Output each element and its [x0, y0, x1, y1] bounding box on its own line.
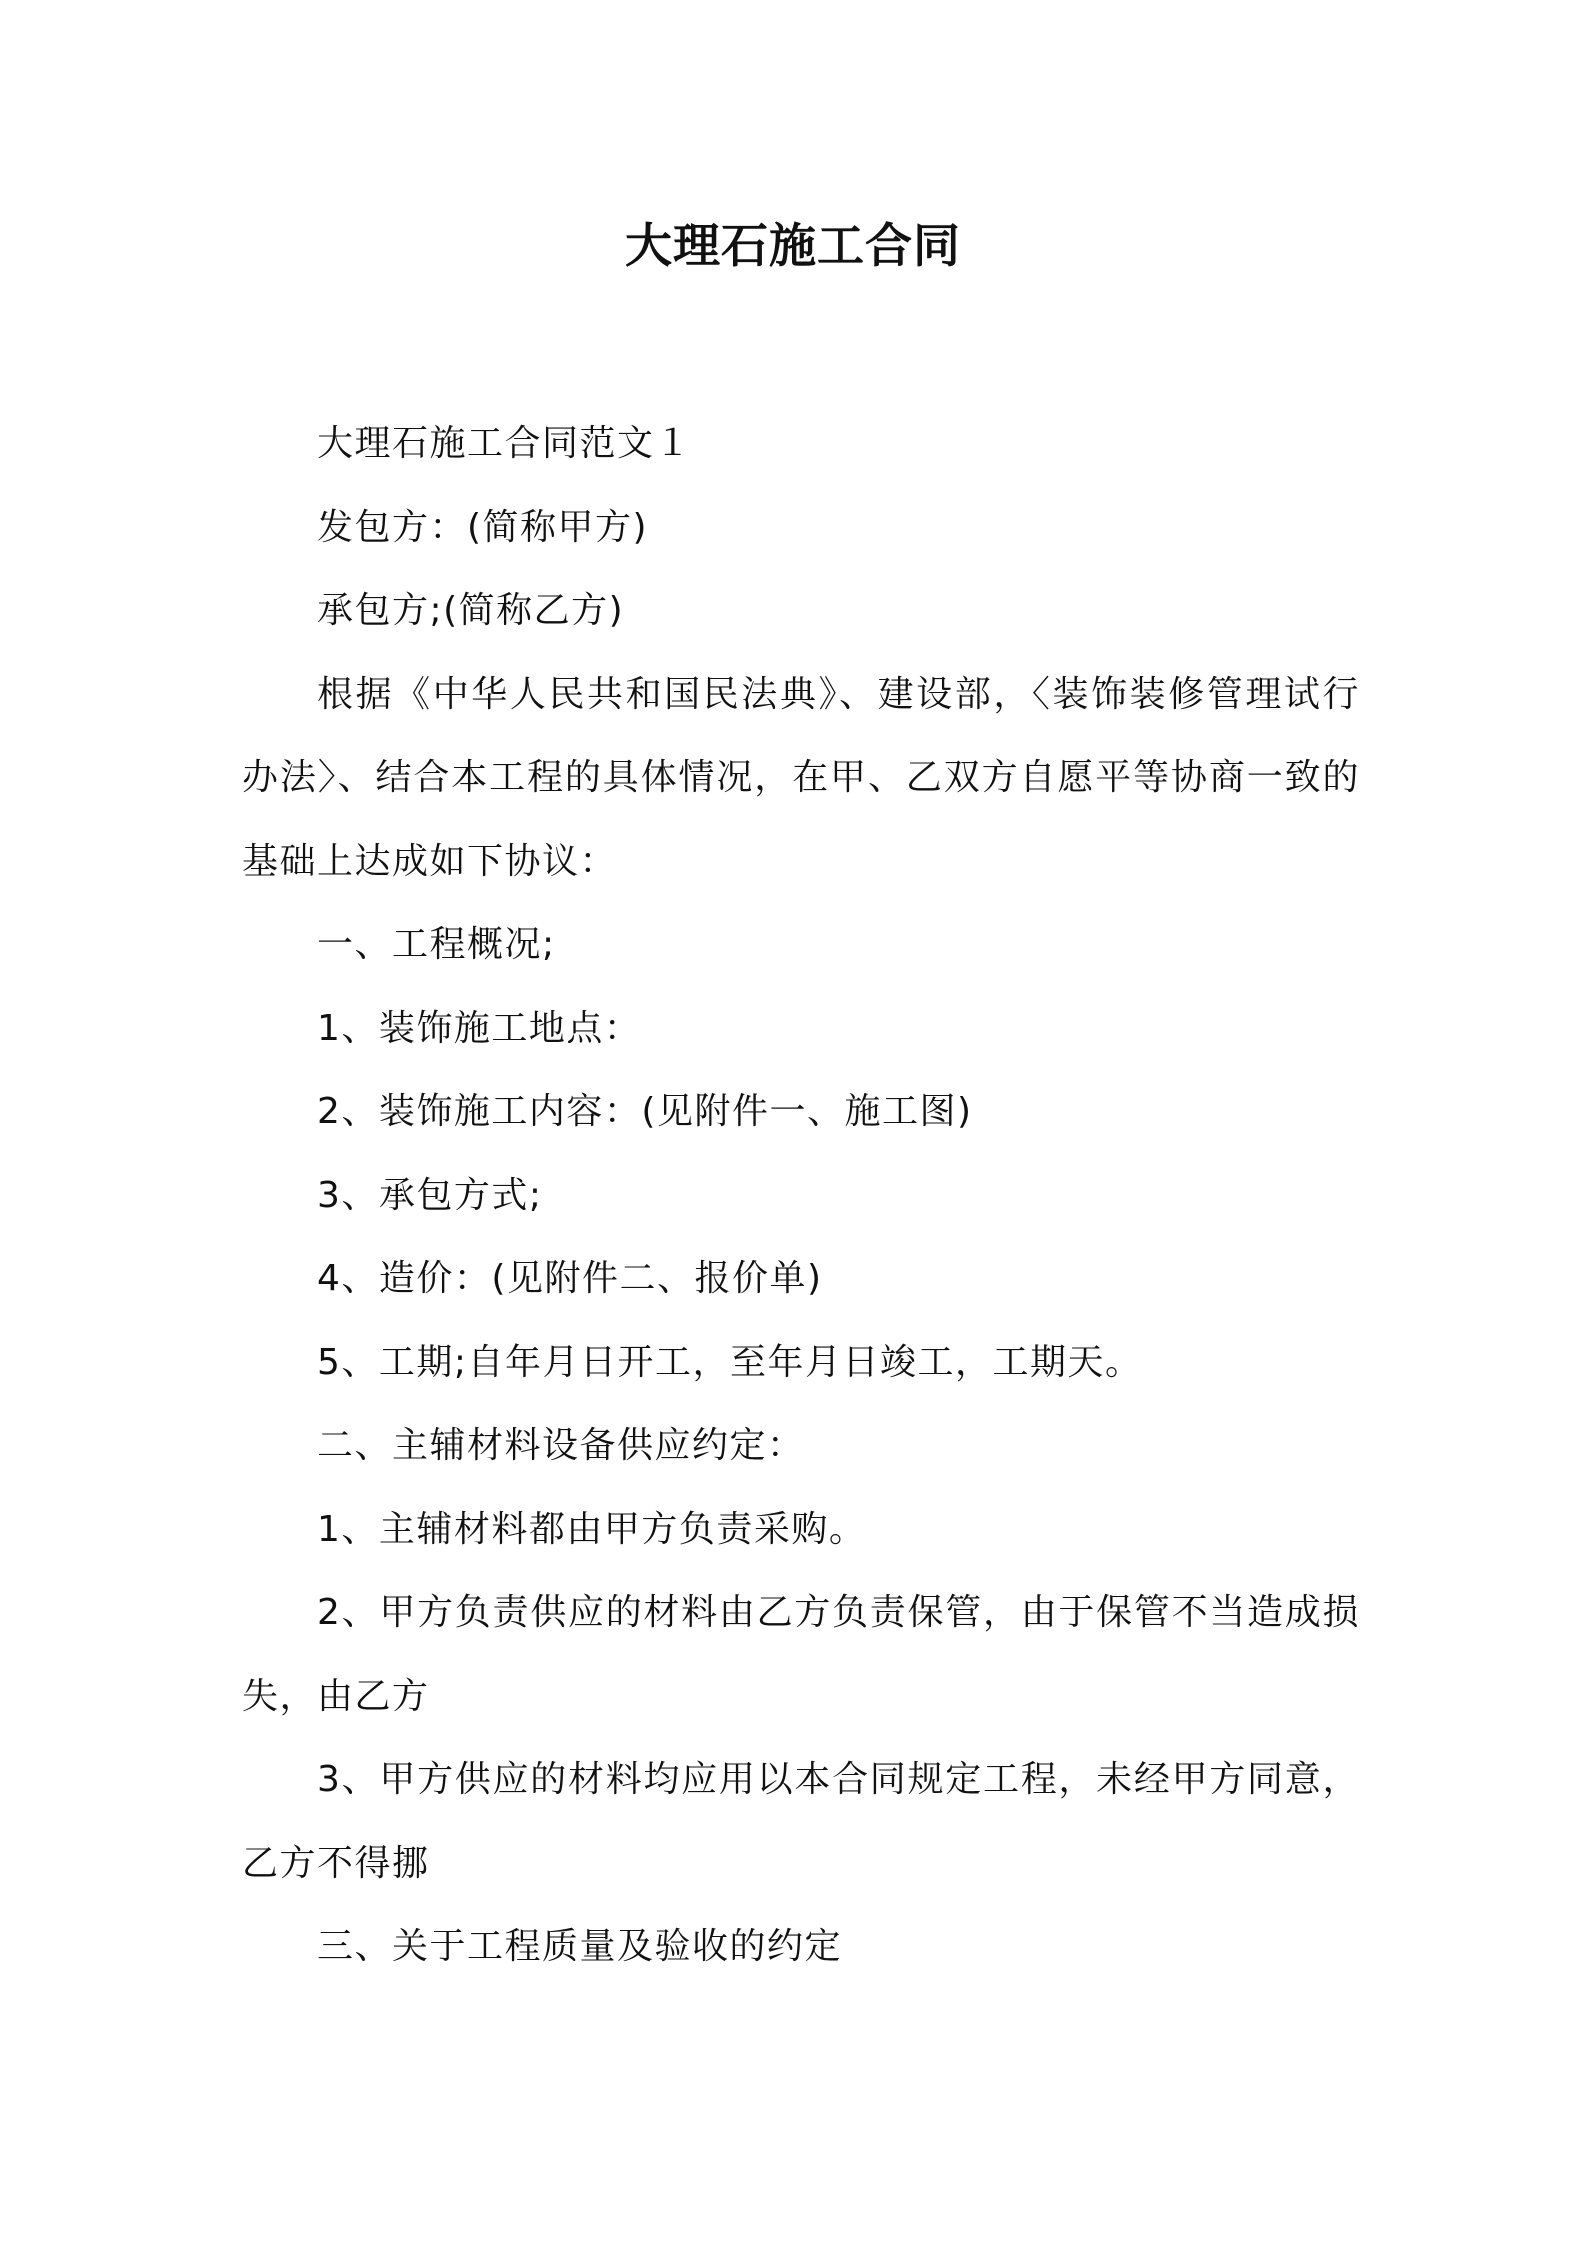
clause-item: 1、装饰施工地点：: [317, 1007, 642, 1049]
party-a-line: 发包方：(简称甲方): [317, 506, 649, 548]
document-title: 大理石施工合同: [625, 219, 961, 274]
clause-heading: 二、主辅材料设备供应约定：: [317, 1425, 805, 1466]
clause-item: 2、装饰施工内容：(见附件一、施工图): [317, 1091, 973, 1132]
clause-item: 5、工期;自年月日开工，至年月日竣工，工期天。: [317, 1341, 1143, 1383]
clause-heading: 三、关于工程质量及验收的约定: [317, 1926, 843, 1967]
clause-item: 3、承包方式;: [317, 1174, 543, 1216]
section-heading: 大理石施工合同范文１: [317, 423, 693, 464]
clause-item: 3、甲方供应的材料均应用以本合同规定工程，未经甲方同意，乙方不得挪: [242, 1759, 1360, 1884]
preamble-paragraph: 根据《中华人民共和国民法典》、建设部，〈装饰装修管理试行办法〉、结合本工程的具体情况，在甲、乙双方自愿平等协商一致的基础上达成如下协议：: [242, 673, 1360, 882]
clause-item: 4、造价：(见附件二、报价单): [317, 1258, 823, 1299]
party-b-line: 承包方;(简称乙方): [317, 590, 625, 631]
clause-item: 2、甲方负责供应的材料由乙方负责保管，由于保管不当造成损失，由乙方: [242, 1592, 1360, 1717]
clause-item: 1、主辅材料都由甲方负责采购。: [317, 1508, 867, 1550]
clause-heading: 一、工程概况;: [317, 924, 556, 965]
document-body: [242, 402, 1360, 1989]
